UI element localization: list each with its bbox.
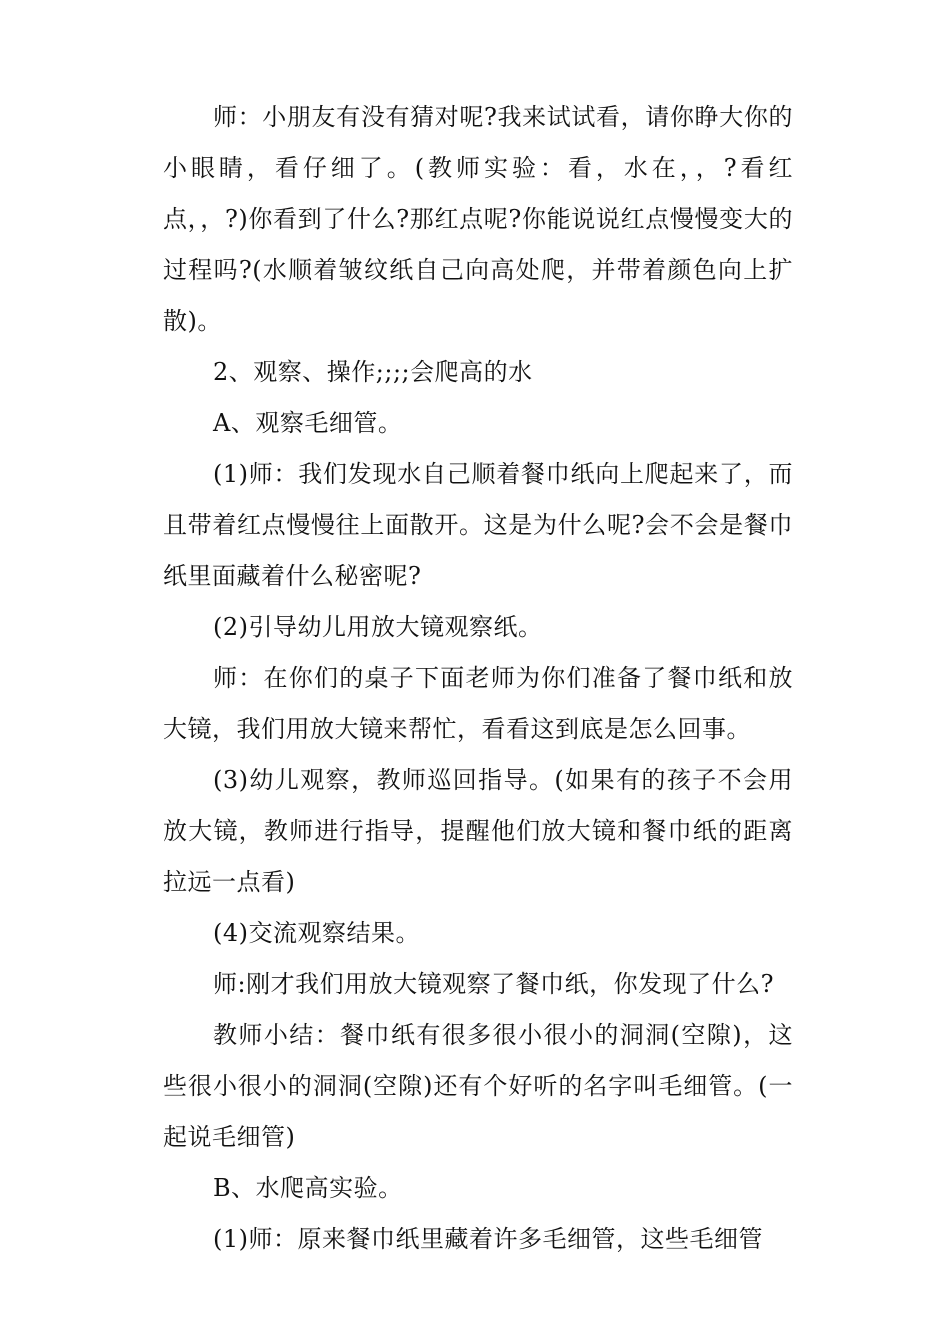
paragraph-step-b1: (1)师：原来餐巾纸里藏着许多毛细管，这些毛细管 [213, 1225, 763, 1253]
paragraph-step-3: (3)幼儿观察，教师巡回指导。(如果有的孩子不会用放大镜，教师进行指导，提醒他们放大镜和餐巾纸的距离拉远一点看) [163, 766, 793, 896]
paragraph-section-2-heading: 2、观察、操作;;;;会爬高的水 [213, 358, 533, 386]
paragraph-teacher-magnifier: 师：在你们的桌子下面老师为你们准备了餐巾纸和放大镜，我们用放大镜来帮忙，看看这到底是怎么回事。 [163, 664, 793, 743]
paragraph-teacher-summary: 教师小结：餐巾纸有很多很小很小的洞洞(空隙)，这些很小很小的洞洞(空隙)还有个好听的名字叫毛细管。(一起说毛细管) [163, 1021, 793, 1151]
paragraph-step-2: (2)引导幼儿用放大镜观察纸。 [213, 613, 543, 641]
paragraph-step-4: (4)交流观察结果。 [213, 919, 420, 947]
paragraph-section-b-heading: B、水爬高实验。 [213, 1174, 403, 1202]
paragraph-teacher-experiment: 师：小朋友有没有猜对呢?我来试试看，请你睁大你的小眼睛，看仔细了。(教师实验：看，水在，，?看红点，，?)你看到了什么?那红点呢?你能说说红点慢慢变大的过程吗?(水顺着皱纹纸自己向高处爬，并带着颜色向上扩散)。 [163, 103, 793, 335]
paragraph-section-a-heading: A、观察毛细管。 [213, 409, 403, 437]
paragraph-teacher-question: 师:刚才我们用放大镜观察了餐巾纸，你发现了什么? [213, 970, 774, 998]
document-body [163, 92, 793, 1265]
paragraph-step-1: (1)师：我们发现水自己顺着餐巾纸向上爬起来了，而且带着红点慢慢往上面散开。这是为什么呢?会不会是餐巾纸里面藏着什么秘密呢? [163, 460, 793, 590]
